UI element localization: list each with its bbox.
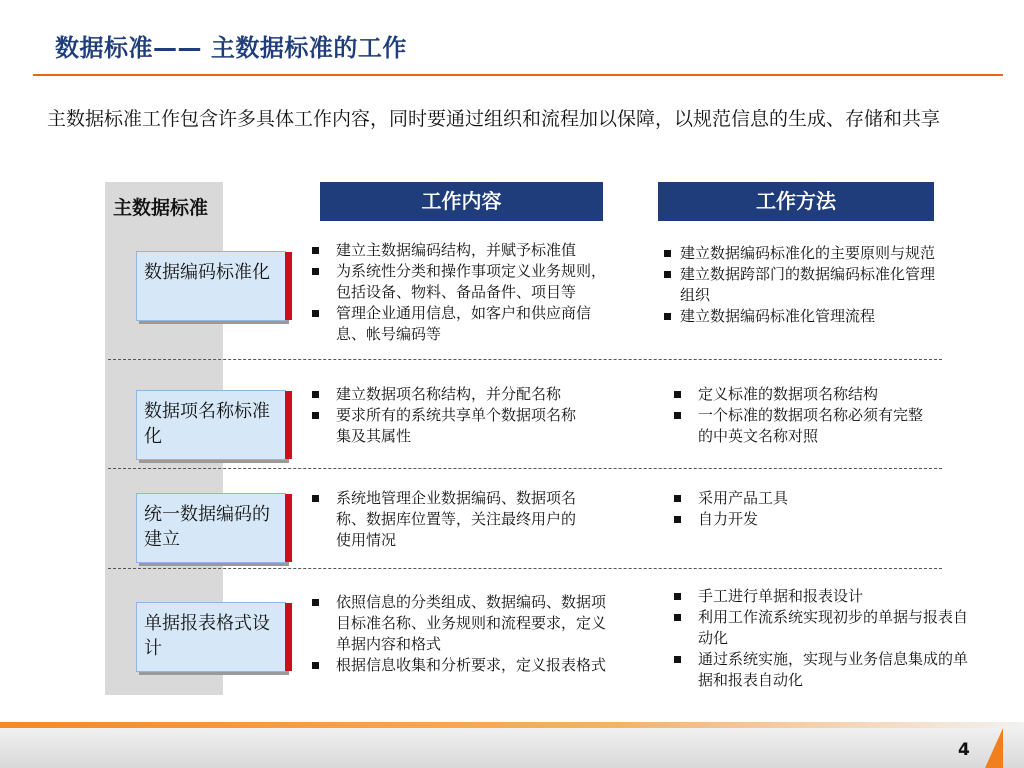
method-list-unified <box>672 488 937 530</box>
content-list-coding <box>310 240 610 345</box>
method-list-naming <box>672 384 937 447</box>
bullet-icon <box>312 495 319 502</box>
content-list-naming <box>310 384 590 447</box>
list-item: 为系统性分类和操作事项定义业务规则，包括设备、物料、备品备件、项目等 <box>310 261 610 303</box>
bullet-icon <box>674 412 681 419</box>
content-list-forms <box>310 592 610 676</box>
bullet-icon <box>312 412 319 419</box>
list-item: 系统地管理企业数据编码、数据项名称、数据库位置等，关注最终用户的使用情况 <box>310 488 590 551</box>
category-accent-bar <box>285 494 292 562</box>
list-item: 建立主数据编码结构，并赋予标准值 <box>310 240 610 261</box>
category-box-forms <box>136 602 286 672</box>
category-accent-bar <box>285 603 292 671</box>
list-item: 管理企业通用信息，如客户和供应商信息、帐号编码等 <box>310 303 610 345</box>
list-item: 要求所有的系统共享单个数据项名称集及其属性 <box>310 405 590 447</box>
slide-title: 数据标准—— 主数据标准的工作 <box>55 34 407 62</box>
footer-band <box>0 722 1024 768</box>
bullet-icon <box>674 516 681 523</box>
list-item: 利用工作流系统实现初步的单据与报表自动化 <box>672 607 972 649</box>
page-number: 4 <box>958 740 970 760</box>
category-label: 数据编码标准化 <box>144 262 270 283</box>
bullet-icon <box>312 268 319 275</box>
list-item: 手工进行单据和报表设计 <box>672 586 972 607</box>
bullet-icon <box>664 271 671 278</box>
left-panel-title: 主数据标准 <box>113 197 209 219</box>
bullet-icon <box>674 391 681 398</box>
bullet-icon <box>312 247 319 254</box>
category-box-naming <box>136 390 286 460</box>
bullet-icon <box>674 495 681 502</box>
bullet-icon <box>312 662 319 669</box>
bullet-icon <box>664 250 671 257</box>
list-item: 建立数据编码标准化管理流程 <box>662 306 947 327</box>
list-item: 建立数据跨部门的数据编码标准化管理组织 <box>662 264 947 306</box>
category-accent-bar <box>285 391 292 459</box>
list-item: 建立数据编码标准化的主要原则与规范 <box>662 243 947 264</box>
category-box-coding <box>136 251 286 321</box>
category-label: 统一数据编码的建立 <box>144 504 270 550</box>
bullet-icon <box>674 614 681 621</box>
row-divider <box>108 359 942 360</box>
title-divider <box>33 74 1003 76</box>
category-label: 数据项名称标准化 <box>144 401 270 447</box>
intro-text: 主数据标准工作包含许多具体工作内容，同时要通过组织和流程加以保障，以规范信息的生成、存储和共享 <box>47 108 941 130</box>
list-item: 根据信息收集和分析要求，定义报表格式 <box>310 655 610 676</box>
category-accent-bar <box>285 252 292 320</box>
header-work-method: 工作方法 <box>658 182 934 221</box>
corner-decoration <box>985 728 1003 768</box>
list-item: 自力开发 <box>672 509 937 530</box>
category-label: 单据报表格式设计 <box>144 613 270 659</box>
list-item: 通过系统实施，实现与业务信息集成的单据和报表自动化 <box>672 649 972 691</box>
bullet-icon <box>674 656 681 663</box>
method-list-coding <box>662 243 947 327</box>
row-divider <box>108 468 942 469</box>
method-list-forms <box>672 586 972 691</box>
list-item: 一个标准的数据项名称必须有完整的中英文名称对照 <box>672 405 937 447</box>
list-item: 定义标准的数据项名称结构 <box>672 384 937 405</box>
list-item: 采用产品工具 <box>672 488 937 509</box>
list-item: 建立数据项名称结构，并分配名称 <box>310 384 590 405</box>
bullet-icon <box>312 391 319 398</box>
row-divider <box>108 568 942 569</box>
list-item: 依照信息的分类组成、数据编码、数据项目标准名称、业务规则和流程要求，定义单据内容和格式 <box>310 592 610 655</box>
bullet-icon <box>312 599 319 606</box>
bullet-icon <box>674 593 681 600</box>
bullet-icon <box>312 310 319 317</box>
bullet-icon <box>664 313 671 320</box>
footer-accent-stripe <box>0 722 1024 728</box>
content-list-unified <box>310 488 590 551</box>
category-box-unified <box>136 493 286 563</box>
header-work-content: 工作内容 <box>320 182 603 221</box>
